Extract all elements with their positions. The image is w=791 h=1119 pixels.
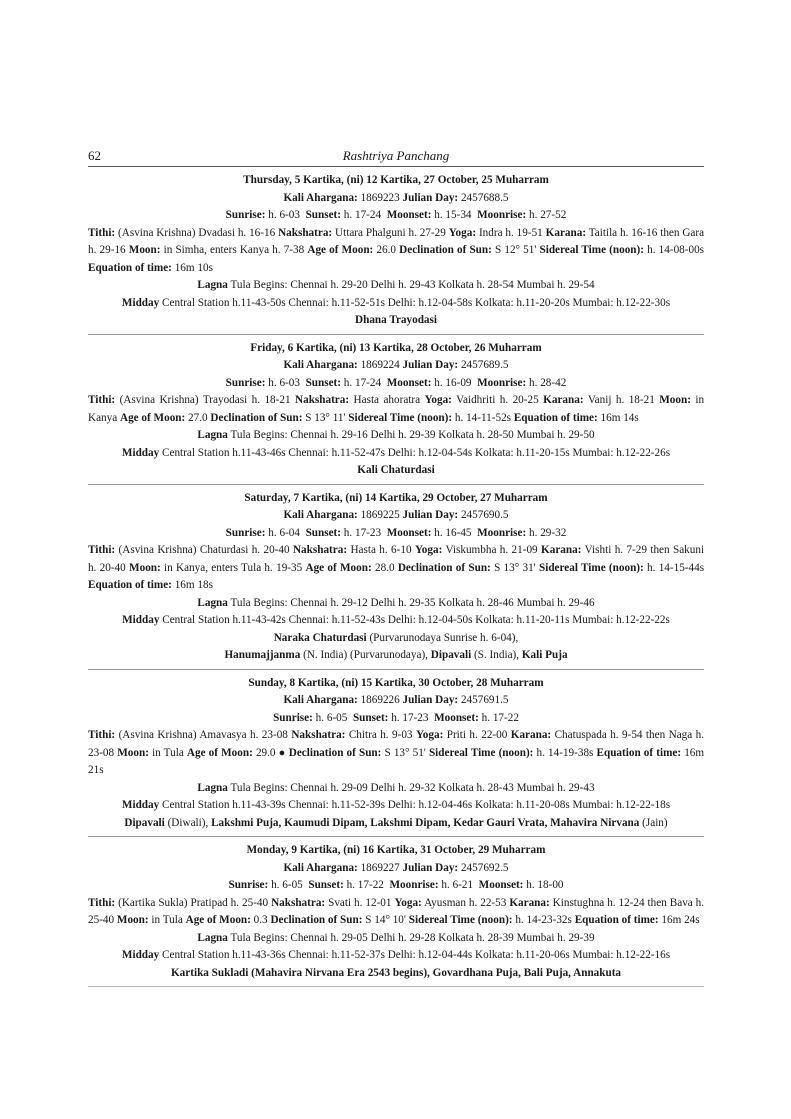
page-number: 62: [88, 148, 101, 163]
tithi-paragraph: Tithi: (Kartika Sukla) Pratipad h. 25-40 Nakshatra: Svati h. 12-01 Yoga: Ayusman h. 22-53 Karana: Kinstughna h. 12-24 then Bava h. 25-40 Moon: in Tula Age of Moon: 0.3 Declination of Sun: S 14° 10' Sidereal Time (noon): h. 14-23-32s Equation of time: 16m 24s: [88, 896, 705, 926]
midday-line: Midday Central Station h.11-43-50s Chennai: h.11-52-51s Delhi: h.12-04-58s Kolkata: h.11-20-20s Mumbai: h.12-22-30s: [121, 296, 671, 309]
rise-set-line: Sunrise: h. 6-03 Sunset: h. 17-24 Moonset: h. 16-09 Moonrise: h. 28-42: [225, 376, 567, 389]
day-heading: Thursday, 5 Kartika, (ni) 12 Kartika, 27 October, 25 Muharram: [243, 174, 549, 186]
lagna-line: Lagna Tula Begins: Chennai h. 29-09 Delhi h. 29-32 Kolkata h. 28-43 Mumbai h. 29-43: [197, 781, 595, 794]
festival-line: Dipavali (Diwali), Lakshmi Puja, Kaumudi Dipam, Lakshmi Dipam, Kedar Gauri Vrata, Mahavira Nirvana (Jain): [124, 816, 668, 829]
festival-line: Kali Chaturdasi: [357, 464, 435, 476]
rise-set-line: Sunrise: h. 6-03 Sunset: h. 17-24 Moonset: h. 15-34 Moonrise: h. 27-52: [225, 209, 567, 221]
ahargana-line: Kali Ahargana: 1869227 Julian Day: 2457692.5: [283, 861, 509, 874]
rise-set-line: Sunrise: h. 6-05 Sunset: h. 17-23 Moonset: h. 17-22: [273, 711, 519, 724]
day-heading: Friday, 6 Kartika, (ni) 13 Kartika, 28 October, 26 Muharram: [250, 341, 542, 354]
tithi-paragraph: Tithi: (Asvina Krishna) Dvadasi h. 16-16 Nakshatra: Uttara Phalguni h. 27-29 Yoga: Indra h. 19-51 Karana: Taitila h. 16-16 then Gara h. 29-16 Moon: in Simha, enters Kanya h. 7-38 Age of Moon: 26.0 Declination of Sun: S 12° 51' Sidereal Time (noon): h. 14-08-00s Equation of time: 16m 10s: [88, 226, 705, 274]
festival-line: Naraka Chaturdasi (Purvarunodaya Sunrise h. 6-04),: [273, 631, 519, 644]
festival-line: Dhana Trayodasi: [355, 314, 437, 326]
midday-line: Midday Central Station h.11-43-36s Chennai: h.11-52-37s Delhi: h.12-04-44s Kolkata: h.11-20-06s Mumbai: h.12-22-16s: [121, 949, 671, 961]
midday-line: Midday Central Station h.11-43-39s Chennai: h.11-52-39s Delhi: h.12-04-46s Kolkata: h.11-20-08s Mumbai: h.12-22-18s: [121, 799, 671, 811]
ahargana-line: Kali Ahargana: 1869225 Julian Day: 2457690.5: [283, 509, 509, 521]
lagna-line: Lagna Tula Begins: Chennai h. 29-16 Delhi h. 29-39 Kolkata h. 28-50 Mumbai h. 29-50: [197, 429, 595, 441]
lagna-line: Lagna Tula Begins: Chennai h. 29-12 Delhi h. 29-35 Kolkata h. 28-46 Mumbai h. 29-46: [197, 596, 595, 609]
festival-line: Hanumajjanma (N. India) (Purvarunodaya), Dipavali (S. India), Kali Puja: [224, 649, 568, 661]
day-heading: Sunday, 8 Kartika, (ni) 15 Kartika, 30 October, 28 Muharram: [248, 676, 544, 689]
midday-line: Midday Central Station h.11-43-46s Chennai: h.11-52-47s Delhi: h.12-04-54s Kolkata: h.11-20-15s Mumbai: h.12-22-26s: [121, 446, 671, 459]
new-moon-icon: ●: [278, 746, 286, 759]
festival-line: Kartika Sukladi (Mahavira Nirvana Era 2543 begins), Govardhana Puja, Bali Puja, Annakuta: [170, 966, 622, 979]
ahargana-line: Kali Ahargana: 1869224 Julian Day: 2457689.5: [283, 359, 509, 371]
running-title: Rashtriya Panchang: [342, 148, 450, 163]
tithi-paragraph: Tithi: (Asvina Krishna) Trayodasi h. 18-21 Nakshatra: Hasta ahoratra Yoga: Vaidhriti h. 20-25 Karana: Vanij h. 18-21 Moon: in Kanya Age of Moon: 27.0 Declination of Sun: S 13° 11' Sidereal Time (noon): h. 14-11-52s Equation of time: 16m 14s: [88, 394, 705, 424]
day-entry-friday: [88, 335, 704, 485]
midday-line: Midday Central Station h.11-43-42s Chennai: h.11-52-43s Delhi: h.12-04-50s Kolkata: h.11-20-11s Mumbai: h.12-22-22s: [122, 614, 670, 626]
day-heading: Monday, 9 Kartika, (ni) 16 Kartika, 31 October, 29 Muharram: [246, 844, 546, 856]
tithi-paragraph: Tithi: (Asvina Krishna) Chaturdasi h. 20-40 Nakshatra: Hasta h. 6-10 Yoga: Viskumbha h. 21-09 Karana: Vishti h. 7-29 then Sakuni h. 20-40 Moon: in Kanya, enters Tula h. 19-35 Age of Moon: 28.0 Declination of Sun: S 13° 31' Sidereal Time (noon): h. 14-15-44s Equation of time: 16m 18s: [88, 544, 705, 591]
panchang-page: [88, 148, 704, 987]
page-header: [88, 148, 704, 167]
day-heading: Saturday, 7 Kartika, (ni) 14 Kartika, 29 October, 27 Muharram: [244, 491, 548, 504]
lagna-line: Lagna Tula Begins: Chennai h. 29-05 Delhi h. 29-28 Kolkata h. 28-39 Mumbai h. 29-39: [197, 931, 595, 944]
rise-set-line: Sunrise: h. 6-04 Sunset: h. 17-23 Moonset: h. 16-45 Moonrise: h. 29-32: [225, 526, 567, 539]
day-entry-monday: [88, 837, 704, 987]
day-entry-sunday: [88, 670, 704, 838]
rise-set-line: Sunrise: h. 6-05 Sunset: h. 17-22 Moonrise: h. 6-21 Moonset: h. 18-00: [228, 879, 564, 891]
day-entry-thursday: [88, 167, 704, 335]
day-entry-saturday: [88, 485, 704, 670]
lagna-line: Lagna Tula Begins: Chennai h. 29-20 Delhi h. 29-43 Kolkata h. 28-54 Mumbai h. 29-54: [197, 279, 595, 291]
ahargana-line: Kali Ahargana: 1869226 Julian Day: 2457691.5: [283, 694, 509, 706]
ahargana-line: Kali Ahargana: 1869223 Julian Day: 2457688.5: [283, 191, 509, 204]
tithi-paragraph: Tithi: (Asvina Krishna) Amavasya h. 23-08 Nakshatra: Chitra h. 9-03 Yoga: Priti h. 22-00 Karana: Chatuspada h. 9-54 then Naga h. 23-08 Moon: in Tula Age of Moon: 29.0 ● Declination of Sun: S 13° 51' Sidereal Time (noon): h. 14-19-38s Equation of time: 16m 21s: [88, 729, 705, 776]
